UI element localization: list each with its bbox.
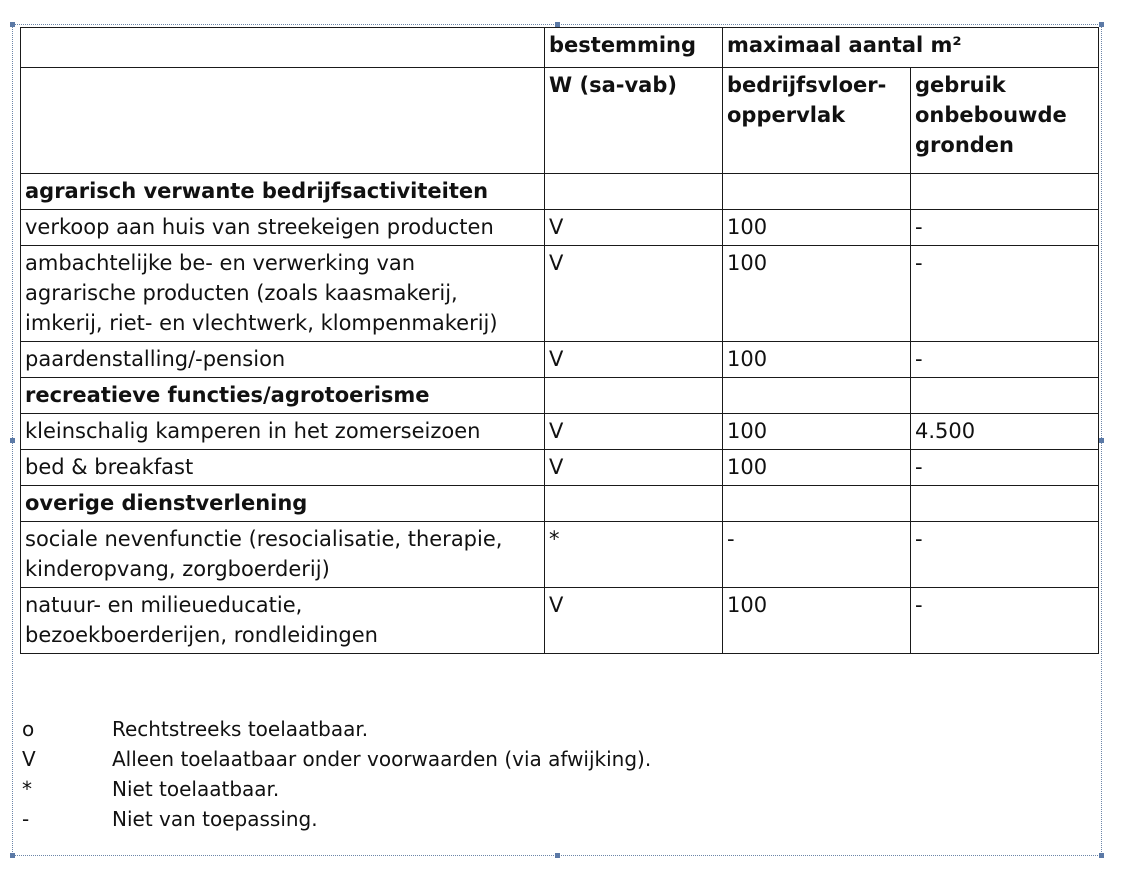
bestemming-cell: V bbox=[545, 414, 723, 450]
activity-line: kleinschalig kamperen in het zomerseizoen bbox=[25, 419, 481, 443]
header-bestemming: bestemming bbox=[545, 28, 723, 68]
bvo-cell: - bbox=[723, 522, 911, 588]
bvo-cell: 100 bbox=[723, 414, 911, 450]
legend-symbol: o bbox=[22, 717, 35, 741]
header-onbebouwd-line-1: gebruik bbox=[915, 73, 1006, 97]
resize-handle-bottom-right[interactable] bbox=[1099, 853, 1104, 858]
empty-cell bbox=[911, 486, 1099, 522]
legend-text: Niet toelaatbaar. bbox=[112, 777, 280, 801]
bvo-cell: 100 bbox=[723, 588, 911, 654]
legend-text: Rechtstreeks toelaatbaar. bbox=[112, 717, 369, 741]
onbebouwd-cell: - bbox=[911, 450, 1099, 486]
header-bvo-line-1: bedrijfsvloer- bbox=[727, 73, 887, 97]
empty-cell bbox=[545, 486, 723, 522]
table-row bbox=[21, 522, 1099, 588]
activity-line: bed & breakfast bbox=[25, 455, 194, 479]
bestemming-cell: V bbox=[545, 450, 723, 486]
onbebouwd-cell: - bbox=[911, 210, 1099, 246]
activity-cell bbox=[21, 210, 545, 246]
empty-cell bbox=[545, 174, 723, 210]
table-row bbox=[21, 450, 1099, 486]
section-label: overige dienstverlening bbox=[21, 486, 545, 522]
empty-cell bbox=[723, 174, 911, 210]
empty-cell bbox=[911, 378, 1099, 414]
section-row bbox=[21, 378, 1099, 414]
table-row bbox=[21, 246, 1099, 342]
table-row bbox=[21, 210, 1099, 246]
resize-handle-top-right[interactable] bbox=[1099, 22, 1104, 27]
section-row bbox=[21, 174, 1099, 210]
activity-cell bbox=[21, 414, 545, 450]
resize-handle-bottom-left[interactable] bbox=[10, 853, 15, 858]
resize-handle-mid-left[interactable] bbox=[10, 438, 15, 443]
table-row bbox=[21, 342, 1099, 378]
activity-line: sociale nevenfunctie (resocialisatie, therapie, bbox=[25, 527, 503, 551]
section-row bbox=[21, 486, 1099, 522]
header-onbebouwd-line-3: gronden bbox=[915, 133, 1014, 157]
onbebouwd-cell: - bbox=[911, 522, 1099, 588]
bestemming-cell: * bbox=[545, 522, 723, 588]
bvo-cell: 100 bbox=[723, 342, 911, 378]
bvo-cell: 100 bbox=[723, 210, 911, 246]
activity-cell bbox=[21, 246, 545, 342]
legend-item bbox=[22, 804, 651, 834]
legend-symbol: - bbox=[22, 807, 30, 831]
header-empty-cell bbox=[21, 28, 545, 68]
header-bvo-line-2: oppervlak bbox=[727, 103, 846, 127]
bestemming-cell: V bbox=[545, 342, 723, 378]
bestemming-cell: V bbox=[545, 588, 723, 654]
legend-item bbox=[22, 714, 651, 744]
legend-text: Niet van toepassing. bbox=[112, 807, 318, 831]
header-bvo bbox=[723, 68, 911, 174]
empty-cell bbox=[723, 378, 911, 414]
activities-table bbox=[20, 27, 1099, 654]
legend-item bbox=[22, 774, 651, 804]
section-label: agrarisch verwante bedrijfsactiviteiten bbox=[21, 174, 545, 210]
legend-symbol: * bbox=[22, 777, 32, 801]
activity-line: agrarische producten (zoals kaasmakerij, bbox=[25, 281, 458, 305]
resize-handle-top-left[interactable] bbox=[10, 22, 15, 27]
section-label: recreatieve functies/agrotoerisme bbox=[21, 378, 545, 414]
table-row bbox=[21, 588, 1099, 654]
activity-line: natuur- en milieueducatie, bbox=[25, 593, 303, 617]
onbebouwd-cell: - bbox=[911, 342, 1099, 378]
legend-text: Alleen toelaatbaar onder voorwaarden (via afwijking). bbox=[112, 747, 652, 771]
onbebouwd-cell: - bbox=[911, 246, 1099, 342]
header-row-2 bbox=[21, 68, 1099, 174]
bvo-cell: 100 bbox=[723, 450, 911, 486]
header-max-m2: maximaal aantal m² bbox=[723, 28, 1099, 68]
activity-cell bbox=[21, 522, 545, 588]
activity-cell bbox=[21, 588, 545, 654]
header-row-1 bbox=[21, 28, 1099, 68]
legend bbox=[22, 714, 651, 834]
header-w-sa-vab: W (sa-vab) bbox=[545, 68, 723, 174]
onbebouwd-cell: 4.500 bbox=[911, 414, 1099, 450]
header-onbebouwd-line-2: onbebouwde bbox=[915, 103, 1067, 127]
bestemming-cell: V bbox=[545, 210, 723, 246]
bvo-cell: 100 bbox=[723, 246, 911, 342]
legend-item bbox=[22, 744, 651, 774]
activity-cell bbox=[21, 342, 545, 378]
activity-line: verkoop aan huis van streekeigen producten bbox=[25, 215, 494, 239]
activity-line: imkerij, riet- en vlechtwerk, klompenmakerij) bbox=[25, 311, 498, 335]
activity-line: kinderopvang, zorgboerderij) bbox=[25, 557, 330, 581]
bestemming-cell: V bbox=[545, 246, 723, 342]
empty-cell bbox=[545, 378, 723, 414]
header-empty-cell-2 bbox=[21, 68, 545, 174]
onbebouwd-cell: - bbox=[911, 588, 1099, 654]
legend-symbol: V bbox=[22, 747, 36, 771]
empty-cell bbox=[911, 174, 1099, 210]
resize-handle-mid-right[interactable] bbox=[1099, 438, 1104, 443]
empty-cell bbox=[723, 486, 911, 522]
activity-line: paardenstalling/-pension bbox=[25, 347, 286, 371]
resize-handle-bottom-mid[interactable] bbox=[555, 853, 560, 858]
activity-line: bezoekboerderijen, rondleidingen bbox=[25, 623, 378, 647]
activity-cell bbox=[21, 450, 545, 486]
table-row bbox=[21, 414, 1099, 450]
activity-line: ambachtelijke be- en verwerking van bbox=[25, 251, 416, 275]
header-onbebouwd bbox=[911, 68, 1099, 174]
